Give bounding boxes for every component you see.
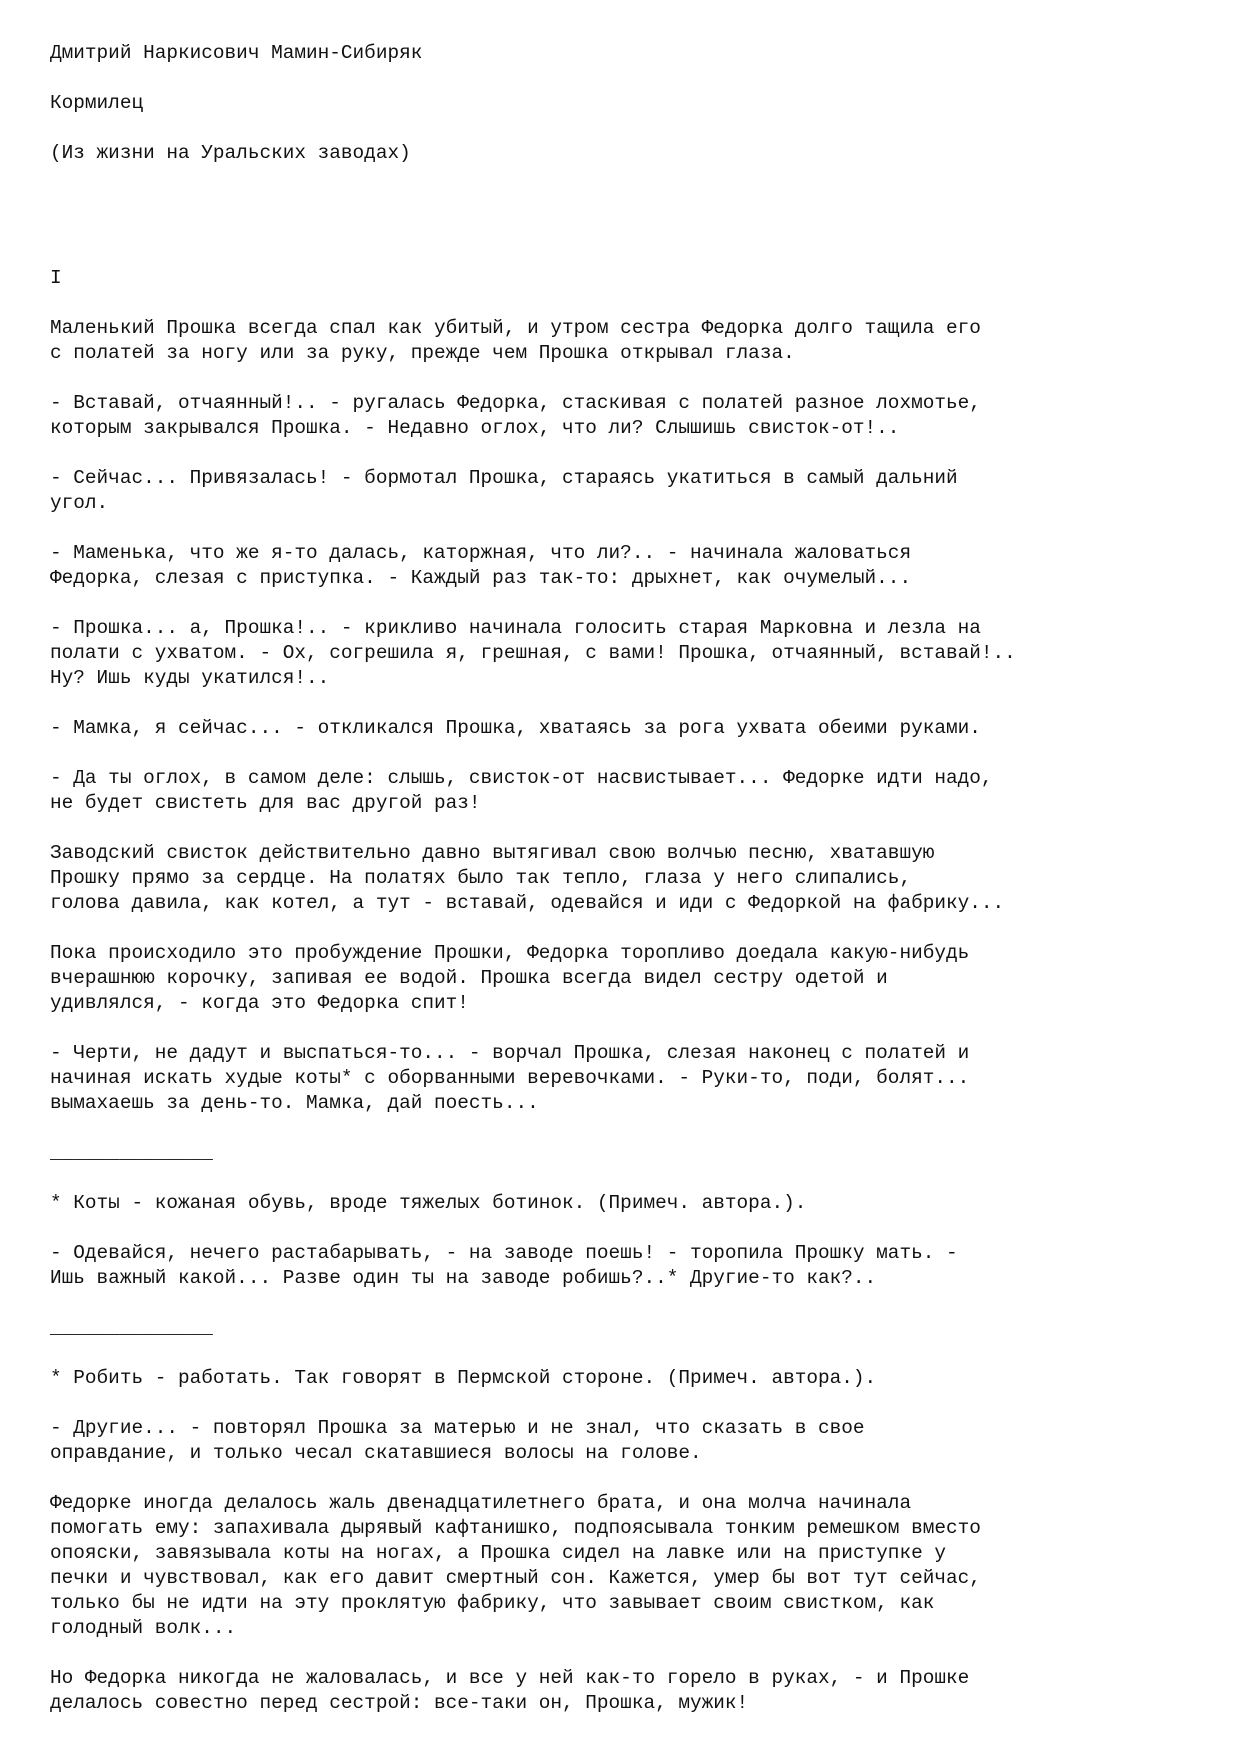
text-line: - Маменька, что же я-то далась, каторжная, что ли?.. - начинала жаловаться [50, 542, 912, 564]
title-line: Кормилец [50, 92, 144, 114]
text-line: - Да ты оглох, в самом деле: слышь, свисток-от насвистывает... Федорке идти надо, [50, 767, 993, 789]
text-line: - Другие... - повторял Прошка за матерью и не знал, что сказать в свое [50, 1417, 865, 1439]
text-line: - Одевайся, нечего растабарывать, - на заводе поешь! - торопила Прошку мать. - [50, 1242, 958, 1264]
text-line: Заводский свисток действительно давно вытягивал свою волчью песню, хватавшую [50, 842, 935, 864]
footnote-text: * Робить - работать. Так говорят в Пермской стороне. (Примеч. автора.). [50, 1367, 877, 1389]
text-line: Ишь важный какой... Разве один ты на заводе робишь?..* Другие-то как?.. [50, 1267, 877, 1289]
paragraph [50, 841, 1180, 916]
paragraph [50, 941, 1180, 1016]
author-line: Дмитрий Наркисович Мамин-Сибиряк [50, 42, 423, 64]
text-line: оправдание, и только чесал скатавшиеся волосы на голове. [50, 1442, 702, 1464]
text-line: голова давила, как котел, а тут - вставай, одевайся и иди с Федоркой на фабрику... [50, 892, 1005, 914]
subtitle-line: (Из жизни на Уральских заводах) [50, 142, 411, 164]
text-line: Но Федорка никогда не жаловалась, и все у ней как-то горело в руках, - и Прошке [50, 1667, 970, 1689]
text-line: - Вставай, отчаянный!.. - ругалась Федорка, стаскивая с полатей разное лохмотье, [50, 392, 981, 414]
text-line: Федорке иногда делалось жаль двенадцатилетнего брата, и она молча начинала [50, 1492, 912, 1514]
text-line: - Прошка... а, Прошка!.. - крикливо начинала голосить старая Марковна и лезла на [50, 617, 981, 639]
text-line: Федорка, слезая с приступка. - Каждый раз так-то: дрыхнет, как очумелый... [50, 567, 912, 589]
text-line: не будет свистеть для вас другой раз! [50, 792, 481, 814]
paragraph [50, 541, 1180, 591]
text-line: печки и чувствовал, как его давит смертный сон. Кажется, умер бы вот тут сейчас, [50, 1567, 981, 1589]
body-section-1 [50, 316, 1180, 1116]
text-line: голодный волк... [50, 1617, 237, 1639]
paragraph [50, 1416, 1180, 1466]
text-line: вчерашнюю корочку, запивая ее водой. Прошка всегда видел сестру одетой и [50, 967, 888, 989]
text-line: опояски, завязывала коты на ногах, а Прошка сидел на лавке или на приступке у [50, 1542, 946, 1564]
text-line: - Сейчас... Привязалась! - бормотал Прошка, стараясь укатиться в самый дальний [50, 467, 958, 489]
footnote-separator: ______________ [50, 1142, 213, 1164]
text-line: Пока происходило это пробуждение Прошки, Федорка торопливо доедала какую-нибудь [50, 942, 970, 964]
chapter-number: I [50, 267, 62, 289]
text-line: начиная искать худые коты* с оборванными веревочками. - Руки-то, поди, болят... [50, 1067, 970, 1089]
text-line: удивлялся, - когда это Федорка спит! [50, 992, 469, 1014]
paragraph [50, 1491, 1180, 1641]
text-line: только бы не идти на эту проклятую фабрику, что завывает своим свистком, как [50, 1592, 935, 1614]
text-line: вымахаешь за день-то. Мамка, дай поесть... [50, 1092, 539, 1114]
text-line: угол. [50, 492, 109, 514]
text-line: Ну? Ишь куды укатился!.. [50, 667, 330, 689]
paragraph [50, 1041, 1180, 1116]
text-line: делалось совестно перед сестрой: все-таки он, Прошка, мужик! [50, 1692, 749, 1714]
text-line: Прошку прямо за сердце. На полатях было так тепло, глаза у него слипались, [50, 867, 912, 889]
footnote-text: * Коты - кожаная обувь, вроде тяжелых ботинок. (Примеч. автора.). [50, 1192, 807, 1214]
text-line: - Черти, не дадут и выспаться-то... - ворчал Прошка, слезая наконец с полатей и [50, 1042, 970, 1064]
paragraph [50, 316, 1180, 366]
text-line: Маленький Прошка всегда спал как убитый, и утром сестра Федорка долго тащила его [50, 317, 981, 339]
body-section-2 [50, 1241, 1180, 1291]
document-page [50, 41, 1180, 1716]
footnote-separator: ______________ [50, 1317, 213, 1339]
text-line: - Мамка, я сейчас... - откликался Прошка, хватаясь за рога ухвата обеими руками. [50, 717, 981, 739]
body-section-3 [50, 1416, 1180, 1716]
paragraph [50, 616, 1180, 691]
paragraph [50, 1666, 1180, 1716]
text-line: которым закрывался Прошка. - Недавно оглох, что ли? Слышишь свисток-от!.. [50, 417, 900, 439]
paragraph [50, 716, 1180, 741]
paragraph [50, 391, 1180, 441]
text-line: с полатей за ногу или за руку, прежде чем Прошка открывал глаза. [50, 342, 795, 364]
paragraph [50, 466, 1180, 516]
paragraph [50, 766, 1180, 816]
text-line: помогать ему: запахивала дырявый кафтанишко, подпоясывала тонким ремешком вместо [50, 1517, 981, 1539]
text-line: полати с ухватом. - Ох, согрешила я, грешная, с вами! Прошка, отчаянный, вставай!.. [50, 642, 1016, 664]
paragraph [50, 1241, 1180, 1291]
